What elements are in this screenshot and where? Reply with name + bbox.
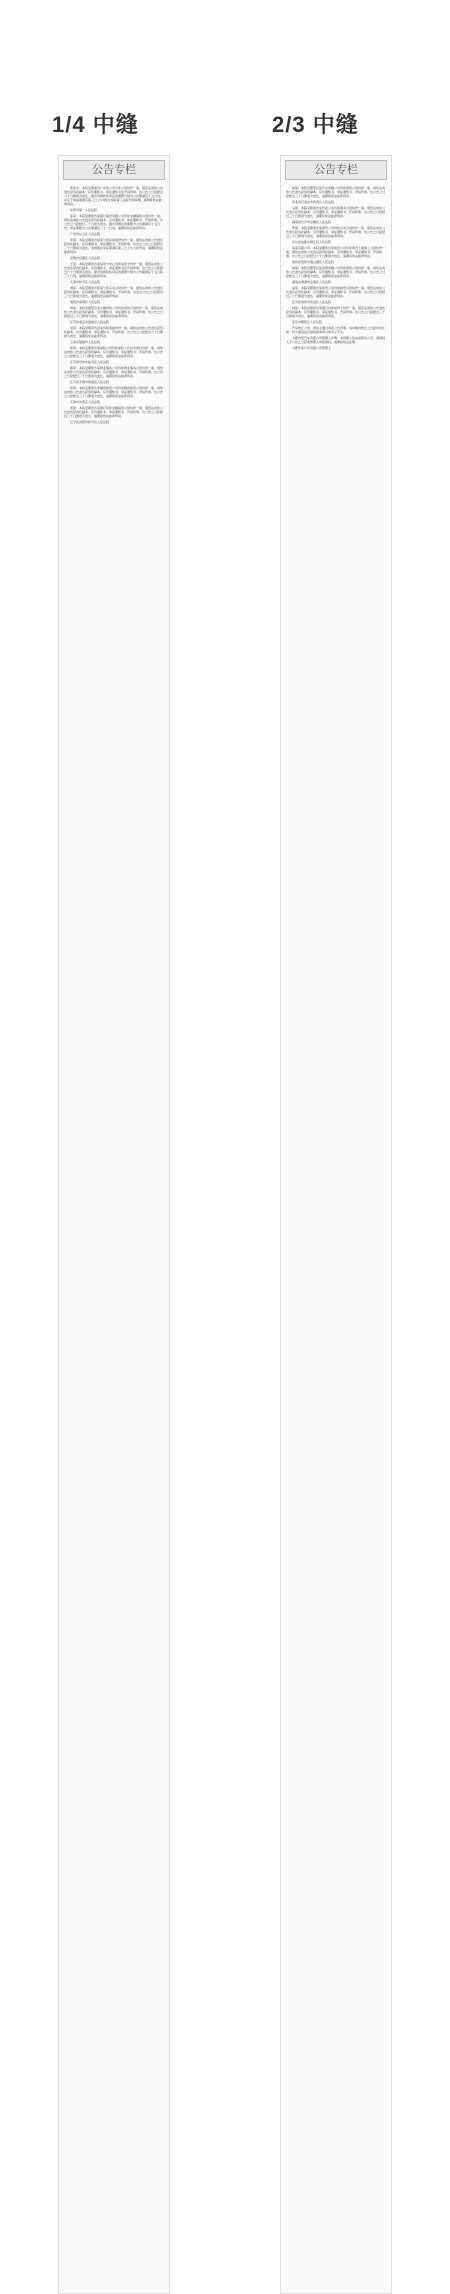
- notice-paragraph: 东莞市第一人民法院: [70, 208, 98, 212]
- notice-paragraph: 李某：本院受理原告赵某与你民间借贷纠纷一案，现依法向你公告送达起诉状副本、应诉通知书、举证通知书、开庭传票。自发出公告之日起经过三十日即视为送达。答辩期及举证期满后第三日上午九时开庭，逾期将依法缺席判决。: [64, 238, 164, 254]
- gutter-label-left: 1/4 中缝: [52, 112, 139, 137]
- notice-paragraph: 吴某：本院受理原告孙某诉你离婚纠纷一案，现依法向你公告送达起诉状副本、应诉通知书、举证通知书、开庭传票。自公告之日起经过六十日即视为送达，逾期将依法缺席判决。: [64, 326, 164, 338]
- notice-paragraph: 陈某：本院受理原告某物业服务公司诉你物业服务合同纠纷一案，现依法向你公告送达起诉状副本、应诉通知书、举证通知书、开庭传票。自公告之日起经过三十日即视为送达，逾期将依法缺席判决。: [64, 366, 164, 378]
- notice-paragraph: 合肥市某汽车有限公司管理人声明：本管理人依法接管该公司，请债权人于公告之日起向管理人申报债权，逾期将依法处理。: [286, 336, 386, 344]
- notice-paragraph: 贵州省贵阳市观山湖区人民法院: [292, 260, 335, 264]
- notice-paragraph: 辽宁省沈阳市和平区人民法院: [70, 420, 110, 424]
- notice-column-left: [58, 155, 170, 2294]
- notice-paragraph: 马某：本院受理原告某科技公司诉你服务合同纠纷一案，现依法向你公告送达起诉状副本、应诉通知书、举证通知书、开庭传票。自公告之日起经过三十日即视为送达，逾期将依法缺席判决。: [286, 206, 386, 218]
- notice-paragraph: 黄某杰：本院受理原告广东某公司与你合同纠纷一案，现依法向你公告送达起诉状副本、应诉通知书、举证通知书及开庭传票。自公告之日起经过六十日即视为送达。提出答辩状和举证的期限分别为公告期满后十五日内。并定于举证期满后第三日上午9时在本院第三法庭开庭审理，逾期将依法缺席判决。: [64, 186, 164, 206]
- notice-paragraph: 胡某：本院受理原告某消费金融公司诉你借款合同纠纷一案，现依法向你公告送达起诉状副本、应诉通知书、举证通知书、开庭传票。自公告之日起经过三十日即视为送达，逾期将依法缺席判决。: [286, 266, 386, 278]
- notice-paragraph: 江苏省南京市鼓楼区人民法院: [70, 320, 110, 324]
- notice-paragraph: 贵阳市南明区人民法院: [70, 300, 101, 304]
- notice-paragraph: 郑某：本院受理原告某保险公司诉你保险人代位求偿权纠纷一案，现依法向你公告送达起诉状副本、应诉通知书、举证通知书、开庭传票。自公告之日起经过三十日即视为送达，逾期将依法缺席判决。: [64, 346, 164, 358]
- notice-paragraph: 某某有限公司：本院受理原告某建设公司诉你建设工程施工合同纠纷一案，现依法向你公告送达起诉状副本、应诉通知书、举证通知书、开庭传票。自公告之日起经过六十日即视为送达，逾期将依法缺席判决。: [286, 246, 386, 258]
- notice-paragraph: 广州市白云区人民法院: [70, 232, 101, 236]
- notice-paragraph: 昆明市官渡区人民法院: [70, 256, 101, 260]
- notice-paragraph: 刘某：本院受理原告陈某与你买卖合同纠纷一案，现依法向你公告送达起诉状副本、应诉通知书、举证通知书、开庭传票。自发出公告之日起经过三十日即视为送达，逾期将依法缺席判决。: [64, 286, 164, 298]
- notice-paragraph: 云南省楚雄市人民法院: [70, 340, 101, 344]
- notice-paragraph: 天津市和平区人民法院: [70, 280, 101, 284]
- notice-paragraph: 合肥市某汽车有限公司管理人: [292, 346, 332, 350]
- notice-paragraph: 张某：本院受理原告某银行股份有限公司诉你金融借款合同纠纷一案，现依法向你公告送达起诉状副本、应诉通知书、举证通知书、开庭传票。自公告之日起经过三十日视为送达。提出答辩状的期限为公告期满后十五日内，举证期限为公告期满后二十一日内。逾期将依法缺席判决。: [64, 214, 164, 230]
- notice-paragraph: 周某：本院受理原告某小额贷款公司诉你借款合同纠纷一案，现依法向你公告送达起诉状副本、应诉通知书、举证通知书、开庭传票。自公告之日起经过三十日即视为送达，逾期将依法缺席判决。: [64, 306, 164, 318]
- column-text-right: [281, 186, 391, 350]
- notice-paragraph: 徐某：本院受理原告某汽车金融公司诉你借款合同纠纷一案，现依法向你公告送达起诉状副本、应诉通知书、举证通知书、开庭传票。自公告之日起经过三十日即视为送达，逾期将依法缺席判决。: [286, 186, 386, 198]
- column-banner-left: 公告专栏: [63, 160, 165, 180]
- notice-paragraph: 江苏省常州市武进区人民法院: [292, 300, 332, 304]
- notice-paragraph: 江苏省无锡市梁溪区人民法院: [70, 380, 110, 384]
- notice-paragraph: 杨某：本院受理原告某融资租赁公司诉你融资租赁合同纠纷一案，现依法向你公告送达起诉状副本、应诉通知书、举证通知书、开庭传票。自公告之日起经过三十日即视为送达，逾期将依法缺席判决。: [64, 386, 164, 398]
- notice-paragraph: 四川省成都市锦江区人民法院: [292, 240, 332, 244]
- column-banner-right: 公告专栏: [285, 160, 387, 180]
- notice-paragraph: 何某：本院受理原告某银行诉你金融借款合同纠纷一案，现依法向你公告送达起诉状副本、应诉通知书、举证通知书、开庭传票。自公告之日起经过三十日即视为送达，逾期将依法缺席判决。: [64, 406, 164, 418]
- notice-paragraph: 河北省石家庄市桥西区人民法院: [292, 200, 335, 204]
- notice-paragraph: 高某：本院受理原告某租赁公司诉你租赁合同纠纷一案，现依法向你公告送达起诉状副本、应诉通知书、举证通知书、开庭传票。自公告之日起经过三十日即视为送达，逾期将依法缺席判决。: [286, 286, 386, 298]
- notice-column-right: [280, 155, 392, 2294]
- page-header: [0, 0, 450, 170]
- notice-paragraph: 罗某：本院受理原告某商贸公司诉你买卖合同纠纷一案，现依法向你公告送达起诉状副本、应诉通知书、举证通知书、开庭传票。自公告之日起经过三十日即视为送达，逾期将依法缺席判决。: [286, 226, 386, 238]
- gutter-label-right: 2/3 中缝: [272, 112, 359, 137]
- column-text-left: [59, 186, 169, 424]
- notice-paragraph: 北京市朝阳区人民法院: [292, 320, 323, 324]
- notice-paragraph: 林某：本院受理原告某银行诉你信用卡纠纷一案，现依法向你公告送达起诉状副本、应诉通知书、举证通知书、开庭传票。自公告之日起经过三十日即视为送达，逾期将依法缺席判决。: [286, 306, 386, 318]
- notice-paragraph: 湖南省湘潭市岳塘区人民法院: [292, 280, 332, 284]
- notice-paragraph: 王某：本院受理原告某信用卡中心诉你信用卡纠纷一案，现依法向你公告送达起诉状副本、应诉通知书、举证通知书及开庭传票。自公告之日起经过六十日即视为送达。提出答辩状和举证的期限分别为公告期满后十五日和三十日内，逾期将依法缺席判决。: [64, 262, 164, 278]
- notice-paragraph: 天津市河西区人民法院: [70, 400, 101, 404]
- notice-paragraph: 湖南省长沙市岳麓区人民法院: [292, 220, 332, 224]
- notice-paragraph: 江苏省苏州市姑苏区人民法院: [70, 360, 110, 364]
- notice-paragraph: 汽车转让公告：原车主通过本报公告声明，该车辆自转让之日起所发生的一切交通违法及债权债务均与原车主无关。: [286, 326, 386, 334]
